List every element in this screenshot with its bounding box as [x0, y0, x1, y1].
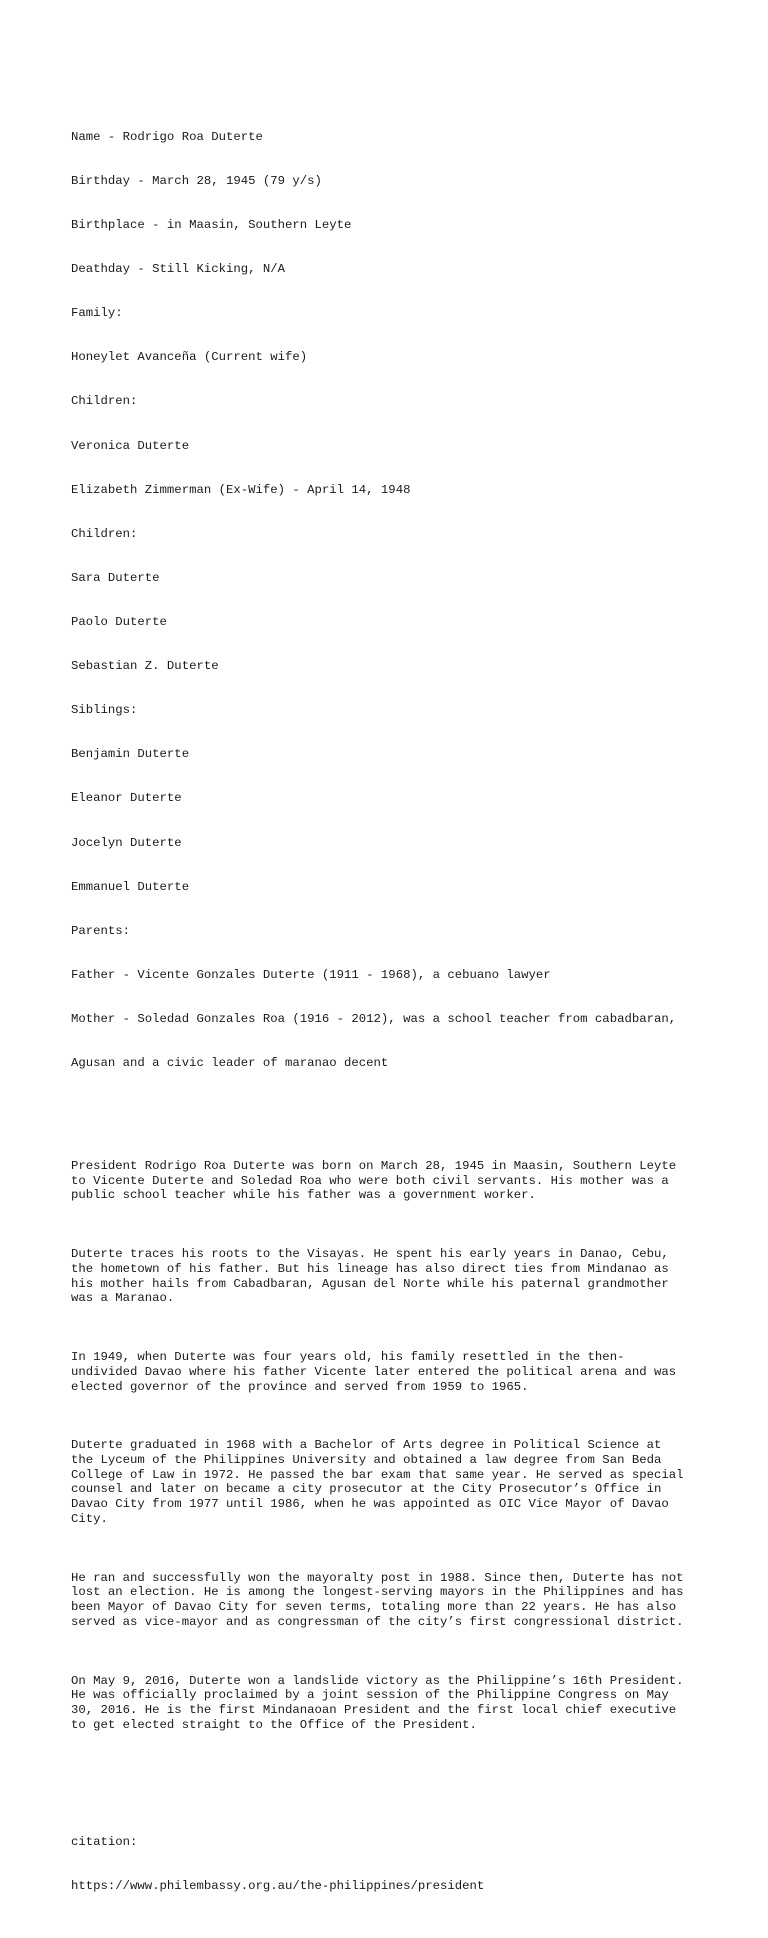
sibling-line: Emmanuel Duterte: [71, 879, 190, 894]
name-line: Name - Rodrigo Roa Duterte: [71, 129, 263, 144]
ex-wife-line: Elizabeth Zimmerman (Ex-Wife) - April 14, 1948: [71, 482, 411, 497]
current-wife-line: Honeylet Avanceña (Current wife): [71, 350, 308, 365]
deathday-line: Deathday - Still Kicking, N/A: [71, 262, 286, 277]
citation-label: citation:: [71, 1835, 138, 1850]
child-line: Sebastian Z. Duterte: [71, 659, 219, 674]
birthday-line: Birthday - March 28, 1945 (79 y/s): [71, 173, 322, 188]
paragraph-birth: President Rodrigo Roa Duterte was born on March 28, 1945 in Maasin, Southern Leyte to Vicente Duterte and Soledad Roa who were both civil servants. His mother was a public school teacher while his father was a government worker.: [71, 1159, 677, 1203]
child-line: Sara Duterte: [71, 570, 160, 585]
citation-url: https://www.philembassy.org.au/the-philippines/president: [71, 1879, 485, 1894]
citation-block: [71, 1806, 711, 1924]
children-heading: Children:: [71, 394, 138, 409]
mother-line: Mother - Soledad Gonzales Roa (1916 - 2012), was a school teacher from cabadbaran,: [71, 1012, 677, 1026]
children-heading: Children:: [71, 526, 138, 541]
parents-heading: Parents:: [71, 923, 131, 938]
mother-line-continued: Agusan and a civic leader of maranao decent: [71, 1056, 389, 1071]
family-heading: Family:: [71, 306, 123, 321]
document-page: [71, 71, 711, 1938]
father-line: Father - Vicente Gonzales Duterte (1911 - 1968), a cebuano lawyer: [71, 967, 551, 982]
siblings-heading: Siblings:: [71, 703, 138, 718]
paragraph-roots: Duterte traces his roots to the Visayas. He spent his early years in Danao, Cebu, the hometown of his father. But his lineage has also direct ties from Mindanao as his mother hails from Cabadbaran, Agusan del Norte while his paternal grandmother was a Maranao.: [71, 1247, 669, 1306]
paragraph-mayoralty: He ran and successfully won the mayoralty post in 1988. Since then, Duterte has not lost an election. He is among the longest-serving mayors in the Philippines and has been Mayor of Davao City for seven terms, totaling more than 22 years. He has also served as vice-mayor and as congressman of the city’s first congressional district.: [71, 1570, 684, 1629]
paragraph-education: Duterte graduated in 1968 with a Bachelor of Arts degree in Political Science at the Lyceum of the Philippines University and obtained a law degree from San Beda College of Law in 1972. He passed the bar exam that same year. He served as special counsel and later on became a city prosecutor at the City Prosecutor’s Office in Davao City from 1977 until 1986, when he was appointed as OIC Vice Mayor of Davao City.: [71, 1438, 684, 1526]
paragraph-presidency: On May 9, 2016, Duterte won a landslide victory as the Philippine’s 16th President. He was officially proclaimed by a joint session of the Philippine Congress on May 30, 2016. He is the first Mindanaoan President and the first local chief executive to get elected straight to the Office of the President.: [71, 1673, 684, 1732]
child-line: Paolo Duterte: [71, 615, 167, 630]
paragraph-davao: In 1949, when Duterte was four years old, his family resettled in the then- undivided Davao where his father Vicente later entered the political arena and was elected governor of the province and served from 1959 to 1965.: [71, 1350, 677, 1394]
birthplace-line: Birthplace - in Maasin, Southern Leyte: [71, 218, 352, 233]
sibling-line: Eleanor Duterte: [71, 791, 182, 806]
child-line: Veronica Duterte: [71, 438, 190, 453]
profile-header: [71, 100, 711, 1100]
sibling-line: Benjamin Duterte: [71, 747, 190, 762]
sibling-line: Jocelyn Duterte: [71, 835, 182, 850]
